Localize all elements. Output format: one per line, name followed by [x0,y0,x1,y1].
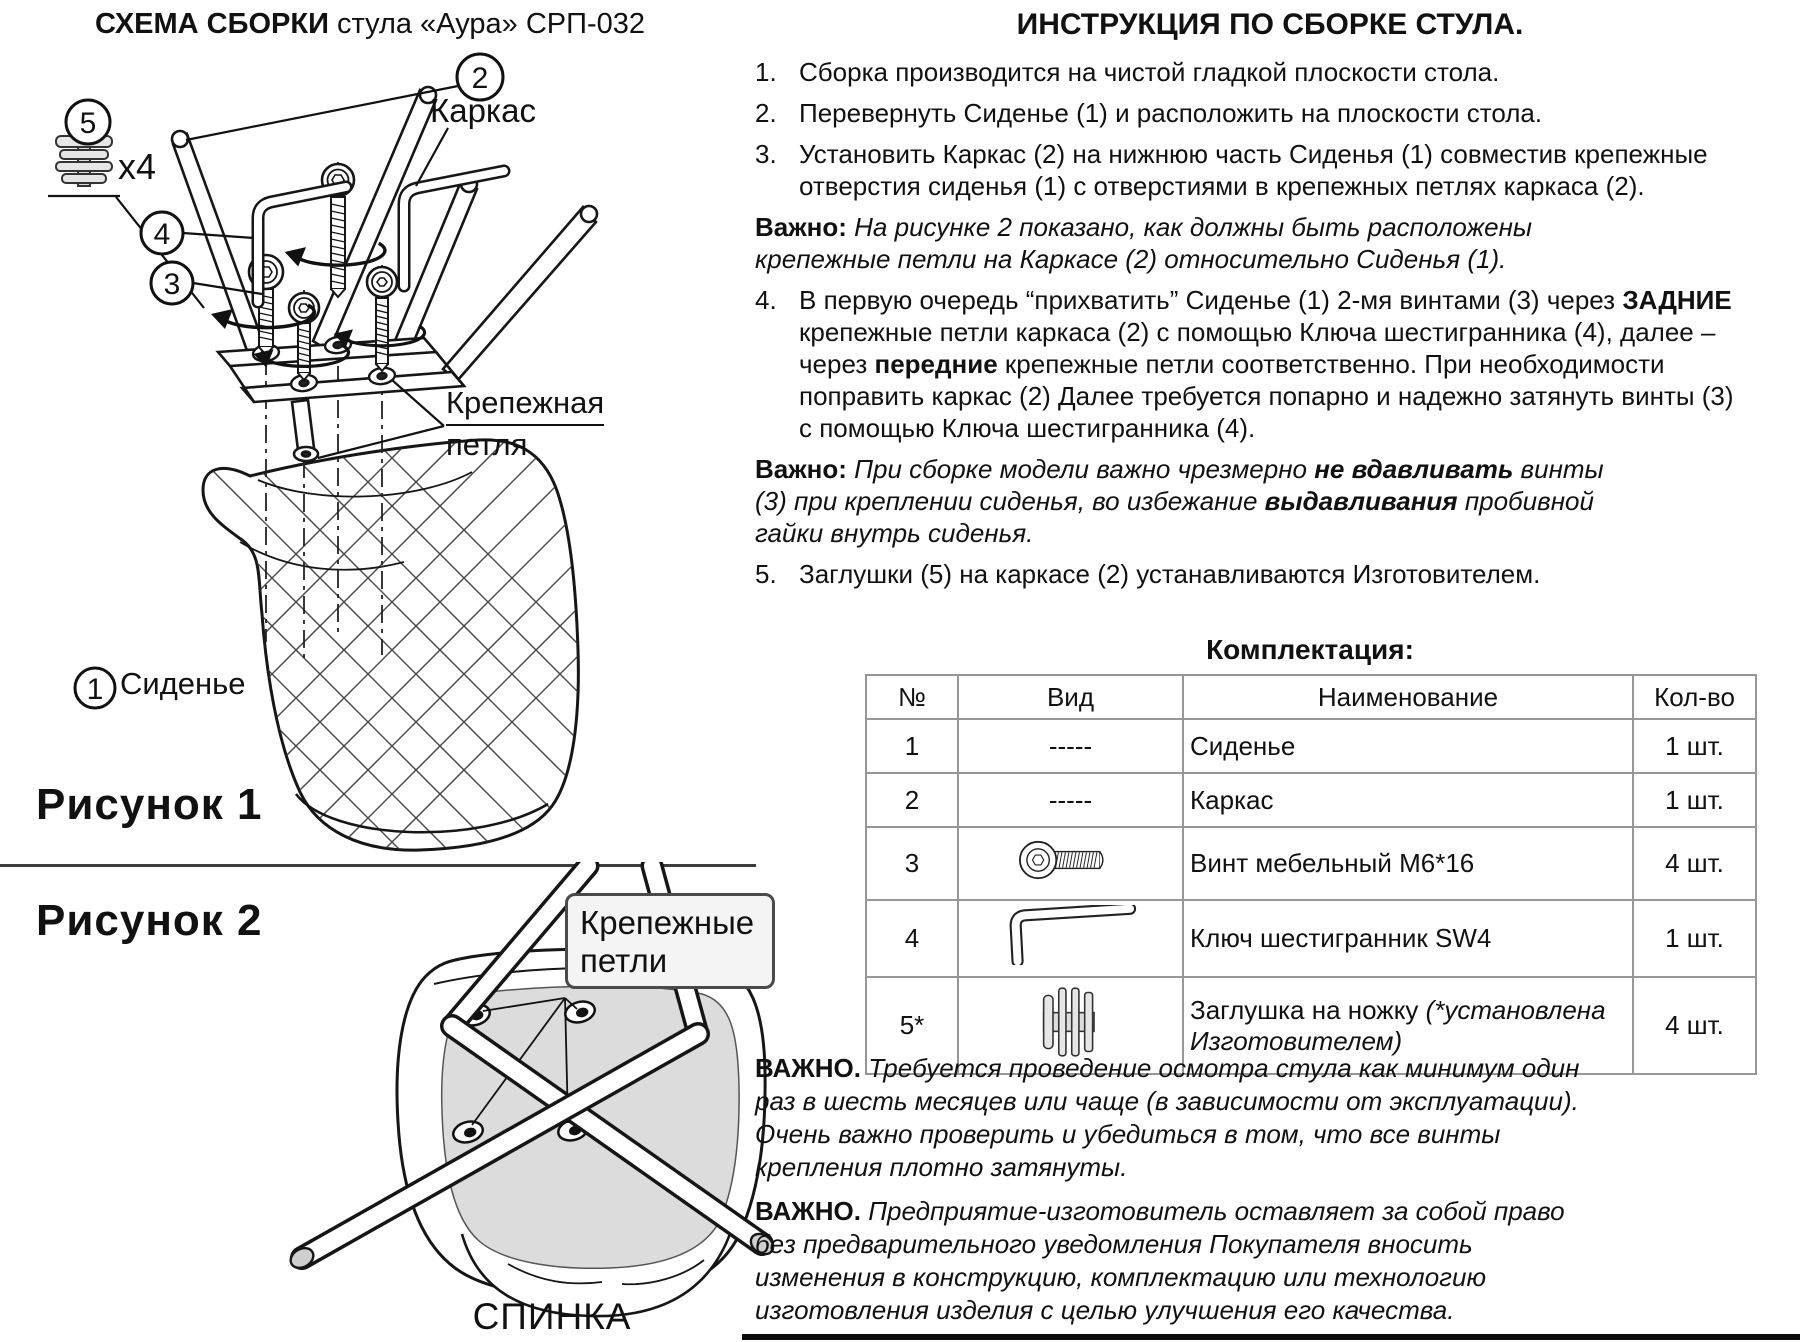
figure-2-caption: Рисунок 2 [36,896,263,945]
kit-block [755,634,1795,1075]
mounting-loop-label-line1: Крепежная [446,384,604,426]
note-text: При сборке модели важно чрезмерно [846,454,1315,484]
kit-table-row [866,773,1756,827]
step-text: Сборка производится на чистой гладкой плоскости стола. [799,57,1500,87]
col-header-number: № [866,675,958,719]
step-number: 4. [755,285,777,315]
step-text-segment: В первую очередь “прихватить” Сиденье (1) 2-мя винтами (3) через [799,285,1623,315]
step-number: 2. [755,98,777,128]
item-qty: 1 шт. [1633,900,1756,977]
item-number: 4 [866,900,958,977]
step-text [799,284,1734,444]
instruction-step-5 [755,558,1800,590]
step-text-bold: ЗАДНИЕ [1622,285,1732,315]
instruction-title: ИНСТРУКЦИЯ ПО СБОРКЕ СТУЛА. [1016,8,1524,41]
item-name: Винт мебельный М6*16 [1183,827,1633,900]
assembly-scheme-panel [0,0,755,1342]
footnote-text: Предприятие-изготовитель оставляет за собой право без предварительного уведомления Покупателя вносить изменения в конструкцию, комплектацию или технологию изготовления изделия с целью улучшения его качества. [755,1196,1565,1325]
col-header-qty: Кол-во [1633,675,1756,719]
note-text-emphasis: не вдавливать [1314,454,1514,484]
footnote-separator: . [853,1053,869,1083]
instruction-panel [740,0,1800,1342]
mounting-loops-callout-box [565,893,775,989]
step-text: Перевернуть Сиденье (1) и расположить на плоскости стола. [799,98,1543,128]
mounting-loop-label [446,384,604,463]
col-header-name: Наименование [1183,675,1633,719]
item-name-note: (*установлена Изготовителем) [1190,994,1606,1056]
item-qty: 4 шт. [1633,977,1756,1074]
item-qty: 4 шт. [1633,827,1756,900]
figure-1-exploded-diagram [0,50,740,860]
figure-1-caption: Рисунок 1 [36,780,263,829]
item-view [958,900,1183,977]
screw-icon [1011,832,1131,888]
note-text-emphasis: выдавливания [1264,486,1458,516]
callout-seat-number: 1 [86,673,104,706]
callout-frame-number: 2 [471,62,489,95]
step-text-bold: передние [874,349,998,379]
kit-table-row [866,719,1756,773]
page-bottom-rule [742,1334,1800,1340]
scheme-title [0,8,740,41]
note-label: Важно: [755,212,847,242]
instruction-steps-block [740,0,1800,632]
kit-table-header-row [866,675,1756,719]
instruction-step-4 [755,284,1800,444]
item-view [958,827,1183,900]
col-header-view: Вид [958,675,1183,719]
plug-quantity-label: x4 [118,146,157,187]
important-footnote-2 [755,1195,1600,1327]
callout-plug-number: 5 [79,107,97,140]
item-name: Каркас [1183,773,1633,827]
backrest-label: СПИНКА [472,1296,632,1337]
item-name: Сиденье [1183,719,1633,773]
instruction-step-2 [755,97,1800,129]
mounting-loop-label-line2: петля [446,427,528,462]
instruction-step-1 [755,56,1800,88]
loops-box-line1: Крепежные [580,904,755,941]
important-footnote-1 [755,1052,1600,1184]
item-name: Ключ шестигранник SW4 [1183,900,1633,977]
step-text: Заглушки (5) на каркасе (2) устанавливаются Изготовителем. [799,559,1541,589]
item-view: ----- [958,773,1183,827]
important-note-2 [755,453,1635,549]
note-text: винты (3) при креплении сиденья, во избежание [755,454,1604,516]
footnote-label: ВАЖНО [755,1053,854,1083]
footnote-text: Требуется проведение осмотра стула как минимум один раз в шесть месяцев или чаще (в зависимости от эксплуатации). Очень важно проверить и убедиться в том, что все винты крепления плотно затянуты. [755,1053,1580,1182]
step-number: 3. [755,139,777,169]
loops-box-line2: петли [580,942,668,979]
step-number: 1. [755,57,777,87]
hex-key-icon [996,905,1146,965]
scheme-title-rest: стула «Аура» СРП-032 [328,8,645,40]
step-text-segment: крепежные петли соответственно. При необходимости поправить каркас (2) Далее требуется попарно и надежно затянуть винты (3) с помощью Ключа шестигранника (4). [799,349,1734,443]
scheme-title-bold: СХЕМА СБОРКИ [95,8,329,40]
callout-screw-number: 3 [163,268,181,301]
step-text: Установить Каркас (2) на нижнюю часть Сиденья (1) совместив крепежные отверстия сиденья (1) с отверстиями в крепежных петлях каркаса (2). [799,139,1708,201]
callout-key-number: 4 [153,218,171,251]
note-text: пробивной гайки внутрь сиденья. [755,486,1594,548]
item-qty: 1 шт. [1633,773,1756,827]
frame-label: Каркас [430,92,536,129]
kit-table-row [866,900,1756,977]
kit-table-row [866,827,1756,900]
item-number: 1 [866,719,958,773]
note-text: На рисунке 2 показано, как должны быть расположены крепежные петли на Каркасе (2) относительно Сиденья (1). [755,212,1533,274]
kit-title: Комплектация: [1206,634,1414,665]
item-number: 5* [866,977,958,1074]
plug-icon [1035,982,1107,1062]
item-view: ----- [958,719,1183,773]
footnotes-block [755,1052,1795,1338]
item-name-text: Заглушка на ножку [1190,994,1426,1025]
item-number: 2 [866,773,958,827]
seat-label: Сиденье [120,666,246,701]
step-text-segment: крепежные петли каркаса (2) с помощью Ключа шестигранника (4), далее – через [799,317,1716,379]
important-note-1 [755,211,1635,275]
note-label: Важно: [755,454,847,484]
step-number: 5. [755,559,777,589]
kit-table [865,674,1757,1075]
item-number: 3 [866,827,958,900]
item-qty: 1 шт. [1633,719,1756,773]
instruction-step-3 [755,138,1800,202]
footnote-label: ВАЖНО. [755,1196,861,1226]
steps-list [740,56,1800,590]
